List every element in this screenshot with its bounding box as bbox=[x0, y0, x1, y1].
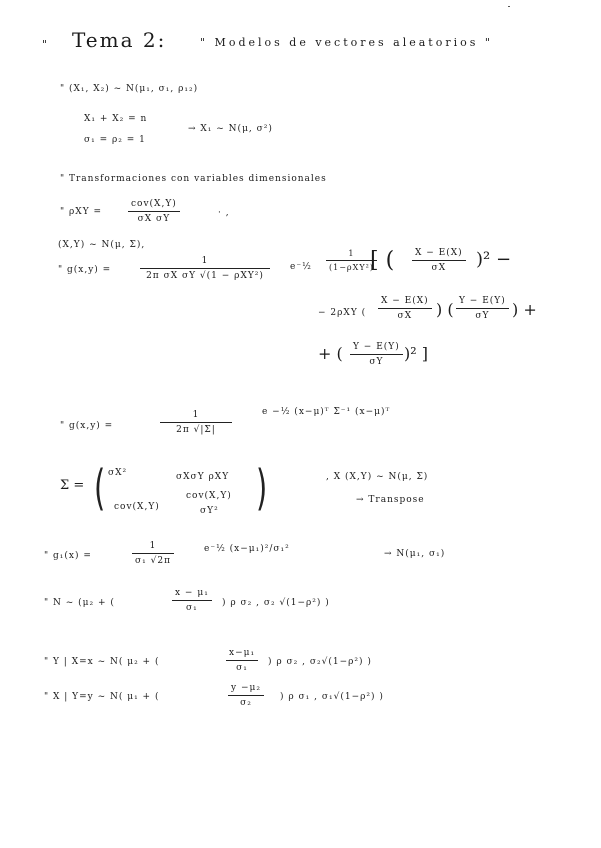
conditional-mean-end: ) ρ σ₂ , σ₂ √(1−ρ²) ) bbox=[222, 598, 330, 608]
density-exponent-numerator: 1 bbox=[348, 249, 355, 258]
matrix-density-exponent: e −½ (x−μ)ᵀ Σ⁻¹ (x−μ)ᵀ bbox=[262, 407, 391, 417]
conditional-x-numerator: y −μ₂ bbox=[231, 683, 261, 693]
standardized-x-numerator: X − E(X) bbox=[415, 248, 463, 258]
cross-term-x-denominator: σX bbox=[397, 311, 413, 321]
density-open-bracket: [ ( bbox=[370, 248, 395, 273]
density-fraction bbox=[140, 256, 270, 281]
y-term-prefix: + ( bbox=[318, 344, 343, 363]
conditional-x-end: ) ρ σ₁ , σ₁√(1−ρ²) ) bbox=[280, 692, 384, 702]
cross-term-x-numerator: X − E(X) bbox=[381, 296, 429, 306]
matrix-entry-21: cov(X,Y) bbox=[114, 502, 160, 512]
density-exponent-base: e⁻½ bbox=[290, 262, 312, 272]
matrix-distribution-note: , X (X,Y) ~ N(μ, Σ) bbox=[326, 472, 429, 482]
transpose-note: → Transpose bbox=[356, 495, 425, 505]
density-exponent-denominator: (1−ρXY²) bbox=[329, 263, 374, 272]
distribution-statement: " (X₁, X₂) ~ N(μ₁, σ₁, ρ₁₂) bbox=[60, 84, 199, 94]
y-term-numerator: Y − E(Y) bbox=[353, 342, 400, 352]
conditional-mean-numerator: x − μ₁ bbox=[175, 588, 209, 598]
cross-term-end: ) + bbox=[512, 300, 537, 319]
matrix-density-denominator: 2π √|Σ| bbox=[176, 425, 216, 435]
matrix-density-fraction bbox=[160, 410, 232, 435]
cross-term-middle: ) ( bbox=[436, 300, 454, 319]
y-term-denominator: σY bbox=[369, 357, 384, 367]
constraint-sum: X₁ + X₂ = n bbox=[84, 114, 148, 124]
marginal-density-fraction bbox=[132, 541, 174, 566]
matrix-entry-11: σX² bbox=[108, 468, 128, 478]
marginal-density-numerator: 1 bbox=[149, 541, 157, 551]
conditional-y-numerator: x−μ₁ bbox=[229, 648, 256, 658]
correlation-denominator: σX σY bbox=[137, 214, 171, 224]
matrix-left-paren: ( bbox=[94, 460, 106, 516]
cross-term-prefix: − 2ρXY ( bbox=[318, 308, 367, 318]
standardized-x-denominator: σX bbox=[431, 263, 447, 273]
standardized-x-fraction bbox=[412, 248, 466, 273]
bivariate-normal-statement: (X,Y) ~ N(μ, Σ), bbox=[58, 240, 146, 250]
matrix-density-lhs: " g(x,y) = bbox=[60, 421, 114, 431]
page-subtitle: " Modelos de vectores aleatorios " bbox=[200, 36, 493, 49]
cross-term-y-denominator: σY bbox=[475, 311, 490, 321]
conditional-y-denominator: σ₁ bbox=[236, 663, 248, 673]
correlation-tail: · , bbox=[218, 208, 230, 218]
y-term-fraction bbox=[350, 342, 403, 367]
conditional-y-end: ) ρ σ₂ , σ₂√(1−ρ²) ) bbox=[268, 657, 372, 667]
cross-term-y-fraction bbox=[456, 296, 509, 321]
marginal-density-lhs: " g₁(x) = bbox=[44, 551, 92, 561]
cross-term-x-fraction bbox=[378, 296, 432, 321]
conditional-y-given-x: " Y | X=x ~ N( μ₂ + ( bbox=[44, 657, 160, 667]
title-bullet: " bbox=[42, 38, 49, 51]
correlation-numerator: cov(X,Y) bbox=[131, 199, 177, 209]
density-numerator: 1 bbox=[201, 256, 209, 266]
conditional-x-denominator: σ₂ bbox=[240, 698, 252, 708]
marginal-distribution-result: → N(μ₁, σ₁) bbox=[384, 549, 446, 559]
matrix-entry-22: σY² bbox=[200, 506, 219, 516]
corner-mark bbox=[508, 6, 510, 7]
density-lhs: " g(x,y) = bbox=[58, 265, 112, 275]
conditional-y-fraction bbox=[226, 648, 258, 673]
y-term-end: )² ] bbox=[404, 344, 428, 363]
correlation-lhs: " ρXY = bbox=[60, 207, 103, 217]
matrix-density-numerator: 1 bbox=[192, 410, 200, 420]
conditional-x-given-y: " X | Y=y ~ N( μ₁ + ( bbox=[44, 692, 160, 702]
matrix-entry-12-alt: cov(X,Y) bbox=[186, 491, 232, 501]
matrix-right-paren: ) bbox=[256, 460, 268, 516]
section-heading-transformations: " Transformaciones con variables dimensionales bbox=[60, 174, 327, 184]
conditional-mean-prefix: " N ~ (μ₂ + ( bbox=[44, 598, 115, 608]
marginal-result: → X₁ ~ N(μ, σ²) bbox=[188, 124, 273, 134]
covariance-matrix-lhs: Σ = bbox=[60, 478, 85, 493]
conditional-x-fraction bbox=[228, 683, 264, 708]
correlation-fraction bbox=[128, 199, 180, 224]
conditional-mean-denominator: σ₁ bbox=[186, 603, 198, 613]
constraint-params: σ₁ = ρ₂ = 1 bbox=[84, 135, 146, 145]
cross-term-y-numerator: Y − E(Y) bbox=[459, 296, 506, 306]
density-denominator: 2π σX σY √(1 − ρXY²) bbox=[146, 271, 264, 281]
conditional-mean-fraction bbox=[172, 588, 212, 613]
marginal-density-denominator: σ₁ √2π bbox=[135, 556, 171, 566]
density-square-minus: )² − bbox=[476, 249, 512, 270]
page-title: Tema 2: bbox=[72, 28, 167, 52]
marginal-density-exponent: e⁻½ (x−μ₁)²/σ₁² bbox=[204, 544, 290, 554]
matrix-entry-12: σXσY ρXY bbox=[176, 472, 230, 482]
